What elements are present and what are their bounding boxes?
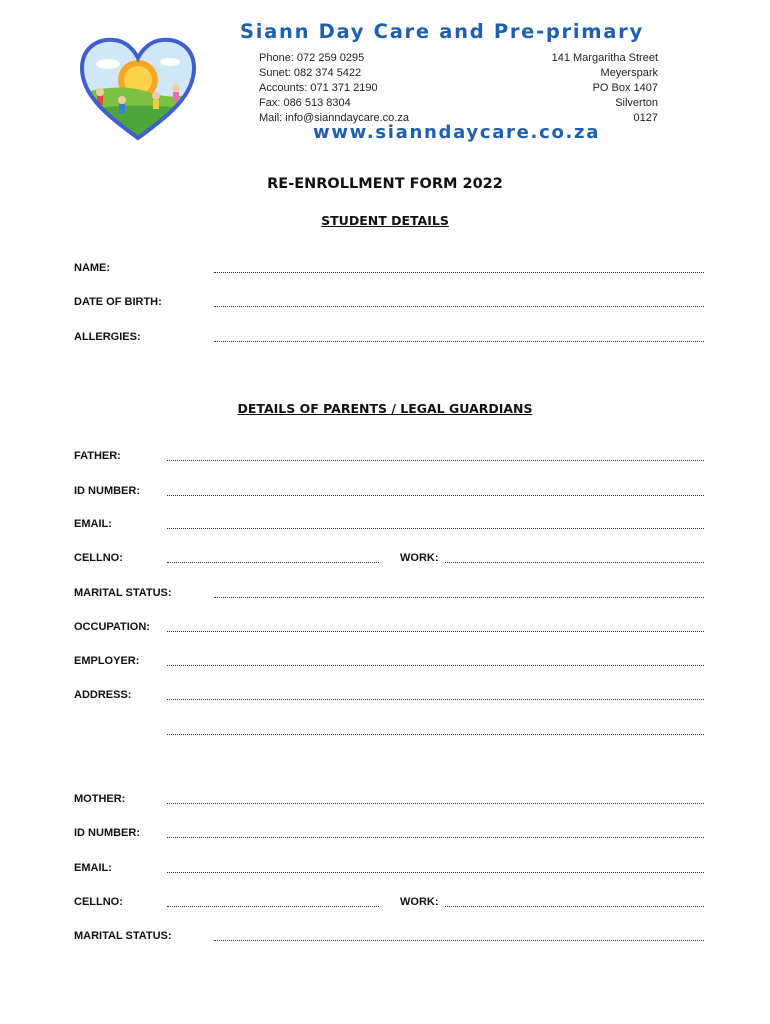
father-occupation-field[interactable] [74, 621, 704, 637]
id-number-label: ID NUMBER: [74, 485, 140, 497]
email-label: EMAIL: [74, 862, 112, 874]
father-address-field[interactable] [74, 689, 704, 705]
mother-cellno-line[interactable] [167, 906, 379, 907]
father-address-line-2[interactable] [167, 734, 704, 735]
allergies-field[interactable] [74, 331, 704, 347]
fax-text: Fax: 086 513 8304 [259, 97, 351, 109]
allergies-label: ALLERGIES: [74, 331, 141, 343]
work-label: WORK: [400, 896, 439, 908]
student-details-title: STUDENT DETAILS [321, 213, 449, 228]
mother-work-line[interactable] [445, 906, 704, 907]
accounts-text: Accounts: 071 371 2190 [259, 82, 378, 94]
employer-label: EMPLOYER: [74, 655, 140, 667]
mother-marital-field[interactable] [74, 930, 704, 946]
mother-email-line[interactable] [167, 872, 704, 873]
mother-email-field[interactable] [74, 862, 704, 878]
father-marital-line[interactable] [214, 597, 704, 598]
father-employer-line[interactable] [167, 665, 704, 666]
address-line: 0127 [633, 112, 658, 124]
father-field[interactable] [74, 450, 704, 466]
name-label: NAME: [74, 262, 111, 274]
mother-line[interactable] [167, 803, 704, 804]
father-cellno-field[interactable] [74, 552, 704, 568]
father-occupation-line[interactable] [167, 631, 704, 632]
org-name: Siann Day Care and Pre-primary [240, 20, 644, 43]
father-line[interactable] [167, 460, 704, 461]
postal-address [552, 51, 658, 126]
mother-field[interactable] [74, 793, 704, 809]
father-address-line[interactable] [167, 699, 704, 700]
cellno-label: CELLNO: [74, 896, 123, 908]
father-address-field-2[interactable] [74, 724, 704, 740]
heart-landscape-logo-icon [78, 34, 198, 142]
father-email-line[interactable] [167, 528, 704, 529]
occupation-label: OCCUPATION: [74, 621, 150, 633]
address-line: Meyerspark [600, 67, 658, 79]
phone-text: Phone: 072 259 0295 [259, 52, 365, 64]
mother-label: MOTHER: [74, 793, 126, 805]
form-title: RE-ENROLLMENT FORM 2022 [267, 176, 503, 192]
father-label: FATHER: [74, 450, 121, 462]
name-line[interactable] [214, 272, 704, 273]
dob-label: DATE OF BIRTH: [74, 296, 162, 308]
father-cellno-line[interactable] [167, 562, 379, 563]
father-employer-field[interactable] [74, 655, 704, 671]
work-label: WORK: [400, 552, 439, 564]
id-number-label: ID NUMBER: [74, 827, 140, 839]
dob-line[interactable] [214, 306, 704, 307]
address-line: Silverton [615, 97, 658, 109]
sunet-text: Sunet: 082 374 5422 [259, 67, 362, 79]
dob-field[interactable] [74, 296, 704, 312]
allergies-line[interactable] [214, 341, 704, 342]
contact-details [259, 51, 409, 126]
mail-text: Mail: info@sianndaycare.co.za [259, 112, 409, 124]
address-label: ADDRESS: [74, 689, 132, 701]
website-url: www.sianndaycare.co.za [313, 122, 601, 143]
cellno-label: CELLNO: [74, 552, 123, 564]
name-field[interactable] [74, 262, 704, 278]
mother-id-line[interactable] [167, 837, 704, 838]
parents-details-title: DETAILS OF PARENTS / LEGAL GUARDIANS [237, 401, 533, 416]
email-label: EMAIL: [74, 518, 112, 530]
marital-status-label: MARITAL STATUS: [74, 587, 172, 599]
mother-id-field[interactable] [74, 827, 704, 843]
father-id-line[interactable] [167, 495, 704, 496]
mother-marital-line[interactable] [214, 940, 704, 941]
mother-cellno-field[interactable] [74, 896, 704, 912]
address-line: PO Box 1407 [592, 82, 658, 94]
father-work-line[interactable] [445, 562, 704, 563]
father-id-field[interactable] [74, 485, 704, 501]
marital-status-label: MARITAL STATUS: [74, 930, 172, 942]
address-line: 141 Margaritha Street [551, 52, 658, 64]
father-marital-field[interactable] [74, 587, 704, 603]
father-email-field[interactable] [74, 518, 704, 534]
